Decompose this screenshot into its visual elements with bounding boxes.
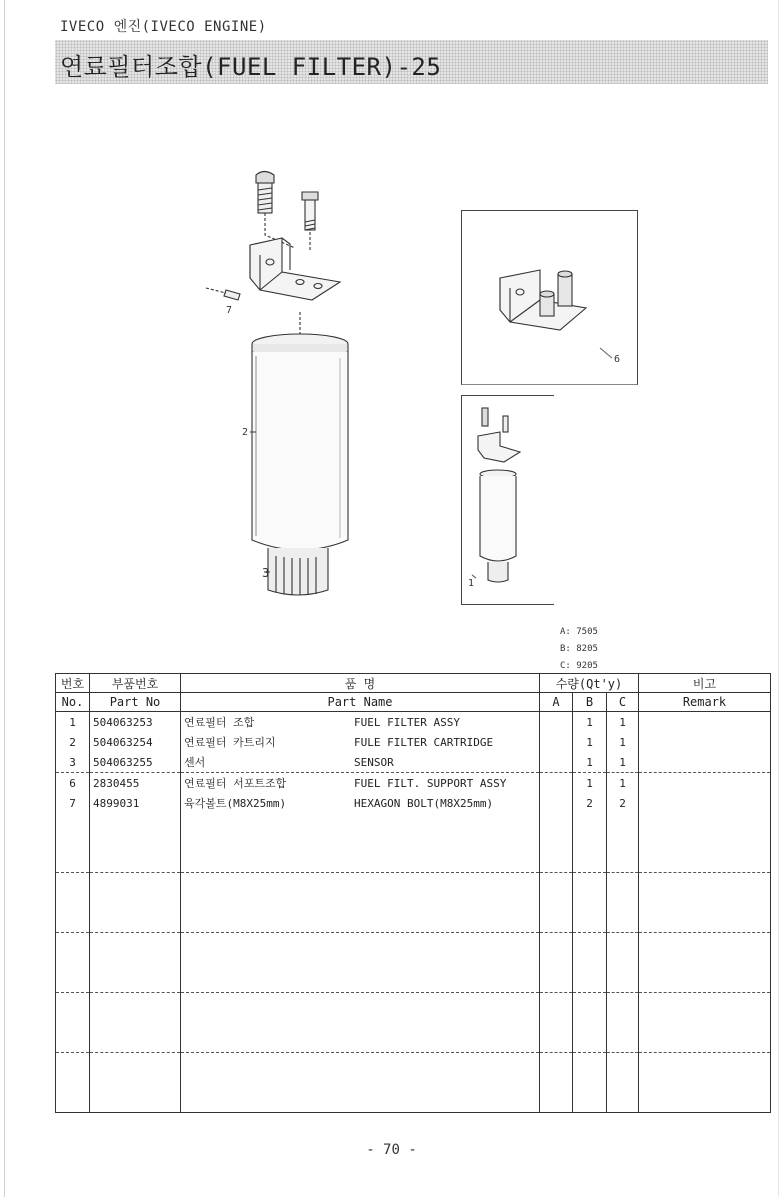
- table-row: [56, 732, 771, 752]
- row-qty-c: 1: [607, 732, 639, 752]
- row-name-en: SENSOR: [354, 756, 394, 769]
- header-qty-c: C: [607, 693, 639, 712]
- row-qty-a: [540, 793, 573, 813]
- row-name-kr: 센서: [184, 756, 206, 769]
- header-qty-kr: 수량(Qt'y): [540, 674, 639, 693]
- row-part-name: [181, 752, 540, 773]
- row-qty-c: 1: [607, 752, 639, 773]
- callout-1: 1: [468, 578, 475, 589]
- table-header-row-en: [56, 693, 771, 712]
- callout-2: 2: [242, 427, 249, 438]
- bolt-top-right: [302, 192, 318, 252]
- row-qty-c: 1: [607, 712, 639, 733]
- model-code-b: B: 8205: [560, 644, 598, 654]
- row-name-en: HEXAGON BOLT(M8X25mm): [354, 797, 494, 810]
- table-row: [56, 712, 771, 733]
- row-qty-b: 1: [573, 752, 607, 773]
- row-qty-b: 1: [573, 732, 607, 752]
- filter-bracket: [250, 238, 340, 300]
- bolt-side: [206, 288, 240, 300]
- parts-table: [55, 673, 771, 1113]
- inset-frame-assembly: [461, 395, 554, 605]
- row-no: 1: [56, 712, 90, 733]
- header-name-kr: 품 명: [181, 674, 540, 693]
- row-part-no: 504063255: [90, 752, 181, 773]
- row-part-no: 4899031: [90, 793, 181, 813]
- row-name-en: FUEL FILT. SUPPORT ASSY: [354, 777, 507, 790]
- header-remark-en: Remark: [639, 693, 771, 712]
- filter-cartridge: [252, 312, 348, 550]
- table-row: [56, 793, 771, 813]
- table-header-row-kr: [56, 674, 771, 693]
- table-row-blank: [56, 993, 771, 1053]
- row-qty-a: [540, 732, 573, 752]
- row-no: 2: [56, 732, 90, 752]
- header-part-no-kr: 부품번호: [90, 674, 181, 693]
- header-name-en: Part Name: [181, 693, 540, 712]
- header-part-no-en: Part No: [90, 693, 181, 712]
- table-row: [56, 773, 771, 794]
- row-name-kr: 육각볼트(M8X25mm): [184, 797, 287, 810]
- model-code-a: A: 7505: [560, 627, 598, 637]
- page-title: 연료필터조합(FUEL FILTER)-25: [60, 53, 442, 81]
- header-qty-a: A: [540, 693, 573, 712]
- model-codes: [560, 624, 598, 675]
- row-remark: [639, 793, 771, 813]
- row-part-no: 2830455: [90, 773, 181, 794]
- table-row-blank: [56, 1053, 771, 1113]
- page-number: - 70 -: [366, 1142, 417, 1158]
- row-remark: [639, 712, 771, 733]
- row-no: 3: [56, 752, 90, 773]
- row-name-kr: 연료필터 서포트조합: [184, 777, 287, 790]
- table-row-blank: [56, 813, 771, 873]
- table-row-blank: [56, 873, 771, 933]
- row-name-en: FUEL FILTER ASSY: [354, 716, 460, 729]
- row-qty-b: 1: [573, 773, 607, 794]
- table-row-blank: [56, 933, 771, 993]
- row-remark: [639, 752, 771, 773]
- row-qty-c: 2: [607, 793, 639, 813]
- row-no: 7: [56, 793, 90, 813]
- section-subtitle: IVECO 엔진(IVECO ENGINE): [60, 19, 267, 35]
- header-no-kr: 번호: [56, 674, 90, 693]
- row-qty-b: 2: [573, 793, 607, 813]
- row-remark: [639, 773, 771, 794]
- header-no-en: No.: [56, 693, 90, 712]
- inset-frame-support: [461, 210, 638, 385]
- table-row: [56, 752, 771, 773]
- row-part-name: [181, 732, 540, 752]
- header-remark-kr: 비고: [639, 674, 771, 693]
- row-part-name: [181, 773, 540, 794]
- callout-6: 6: [614, 354, 621, 365]
- row-name-en: FULE FILTER CARTRIDGE: [354, 736, 494, 749]
- row-qty-a: [540, 773, 573, 794]
- row-qty-a: [540, 712, 573, 733]
- header-qty-b: B: [573, 693, 607, 712]
- row-part-no: 504063254: [90, 732, 181, 752]
- row-name-kr: 연료필터 조합: [184, 716, 255, 729]
- row-name-kr: 연료필터 카트리지: [184, 736, 276, 749]
- row-part-no: 504063253: [90, 712, 181, 733]
- row-qty-a: [540, 752, 573, 773]
- filter-sensor: [268, 548, 328, 595]
- model-code-c: C: 9205: [560, 661, 598, 671]
- row-no: 6: [56, 773, 90, 794]
- callout-7: 7: [226, 305, 233, 316]
- row-qty-b: 1: [573, 712, 607, 733]
- row-part-name: [181, 712, 540, 733]
- row-qty-c: 1: [607, 773, 639, 794]
- row-part-name: [181, 793, 540, 813]
- row-remark: [639, 732, 771, 752]
- callout-3: 3: [262, 566, 270, 580]
- bolt-top-left: [256, 172, 295, 249]
